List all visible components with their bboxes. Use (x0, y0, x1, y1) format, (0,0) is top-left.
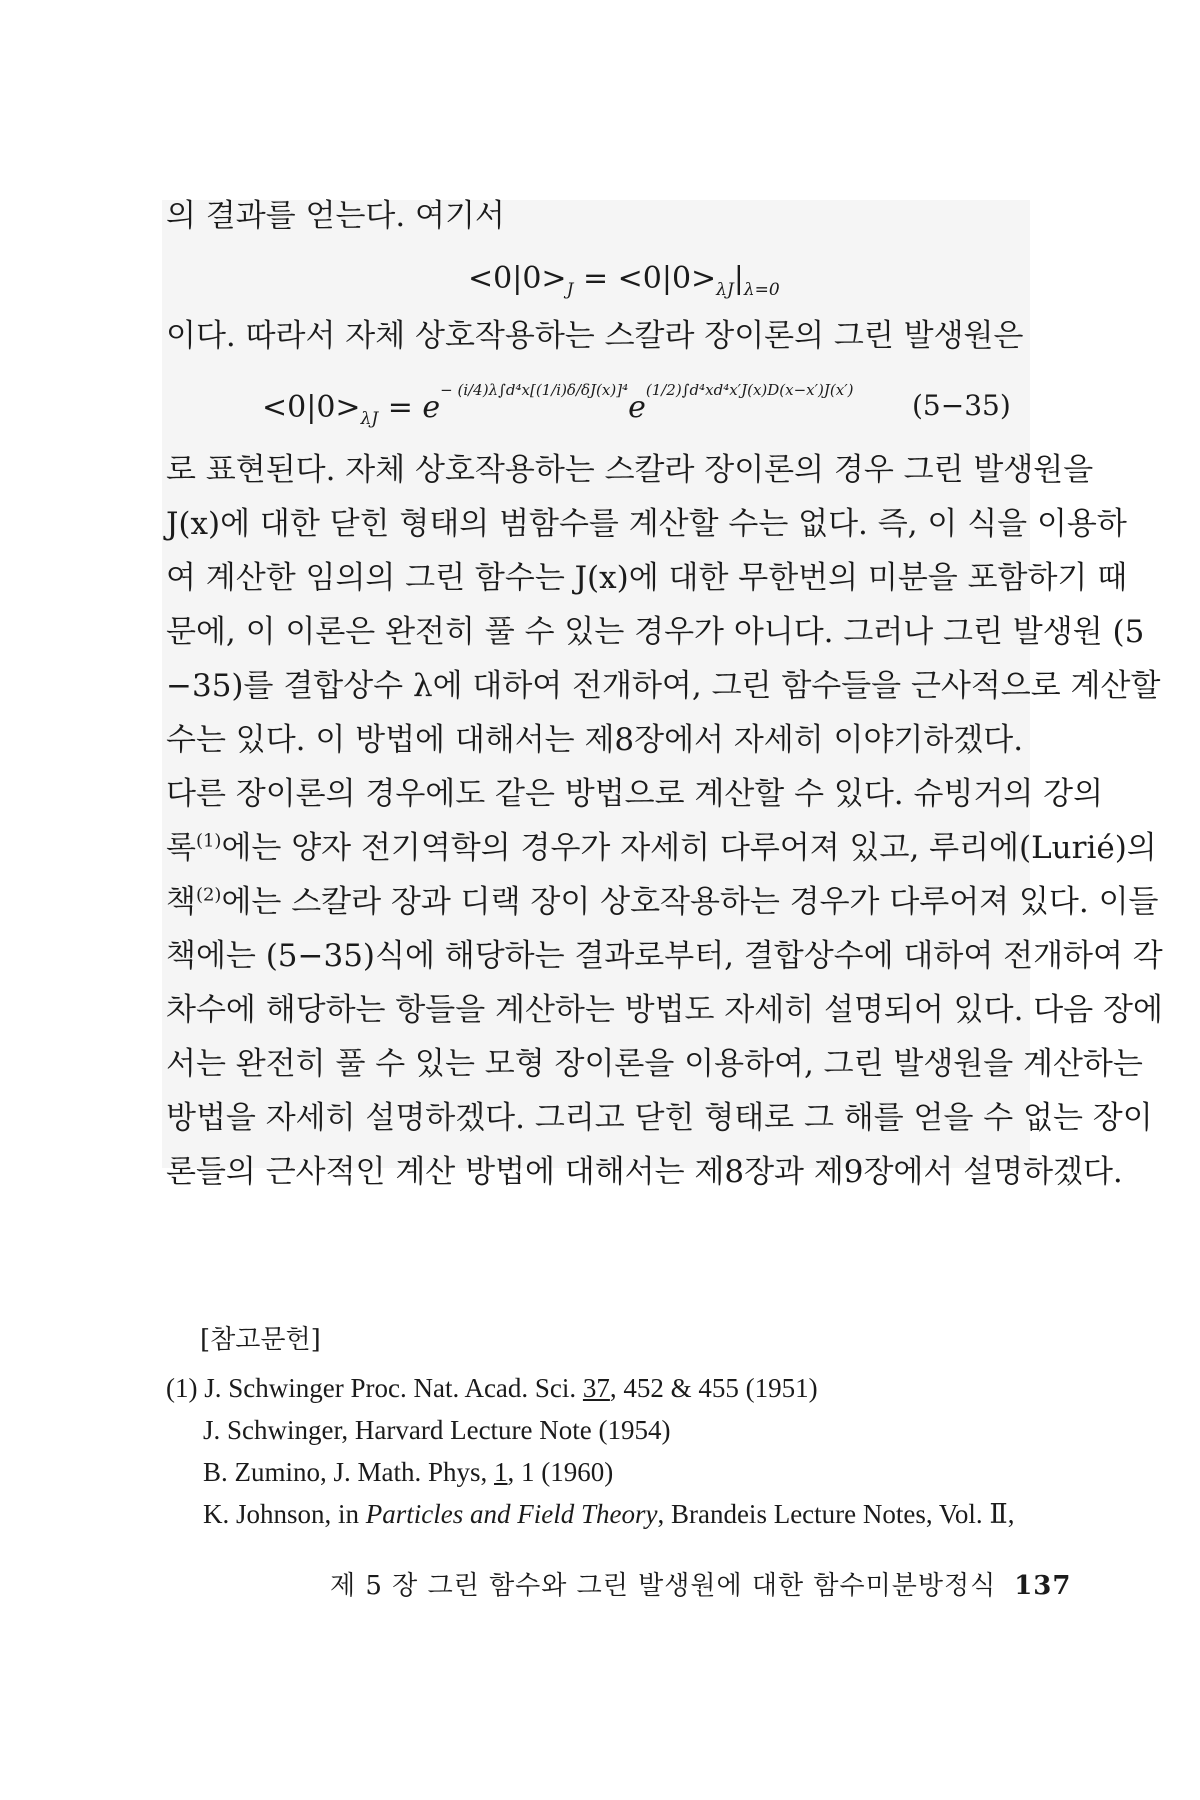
eq1-equals: = <0|0> (582, 261, 717, 296)
equation-green-generator (262, 381, 854, 429)
text-line: 책에는 (5−35)식에 해당하는 결과로부터, 결합상수에 대하여 전개하여 각 (166, 938, 1163, 974)
references-heading: [참고문헌] (200, 1325, 321, 1355)
text-line: 다른 장이론의 경우에도 같은 방법으로 계산할 수 있다. 슈빙거의 강의 (166, 776, 1104, 812)
text-line: 이다. 따라서 자체 상호작용하는 스칼라 장이론의 그린 발생원은 (166, 318, 1024, 354)
text-line-with-citation (166, 882, 1159, 922)
citation-1: (1) (195, 830, 222, 852)
text-line: 수는 있다. 이 방법에 대해서는 제8장에서 자세히 이야기하겠다. (166, 722, 1024, 758)
reference-text: , 1 (1960) (507, 1457, 614, 1487)
text-fragment: 에는 양자 전기역학의 경우가 자세히 다루어져 있고, 루리에(Lurié)의 (221, 830, 1157, 866)
text-line: 차수에 해당하는 항들을 계산하는 방법도 자세히 설명되어 있다. 다음 장에 (166, 992, 1163, 1028)
reference-number: (1) (166, 1373, 198, 1403)
reference-book-title: Particles and Field Theory (365, 1499, 658, 1529)
eq2-lhs-sub: λJ (360, 409, 379, 429)
text-fragment: 록 (166, 830, 196, 866)
eq2-exponent-2: (1/2)∫d⁴xd⁴x′J(x)D(x−x′)J(x′) (645, 381, 854, 399)
text-line: 서는 완전히 풀 수 있는 모형 장이론을 이용하여, 그린 발생원을 계산하는 (166, 1046, 1143, 1082)
reference-text: , Brandeis Lecture Notes, Vol. Ⅱ, (657, 1499, 1015, 1529)
reference-volume: 1 (494, 1457, 508, 1487)
text-line: 여 계산한 임의의 그린 함수는 J(x)에 대한 무한번의 미분을 포함하기 때 (166, 560, 1128, 596)
text-fragment: 책 (166, 884, 196, 920)
chapter-title: 제 5 장 그린 함수와 그린 발생원에 대한 함수미분방정식 (330, 1571, 997, 1601)
reference-item (203, 1454, 613, 1490)
reference-item (203, 1496, 1015, 1532)
text-line: 방법을 자세히 설명하겠다. 그리고 닫힌 형태로 그 해를 얻을 수 없는 장이 (166, 1100, 1153, 1136)
eq1-lhs: <0|0> (468, 261, 567, 296)
eq2-exponent-1: − (i/4)λ∫d⁴x[(1/i)δ/δJ(x)]⁴ (440, 381, 629, 399)
reference-item (203, 1412, 671, 1448)
text-line: 문에, 이 이론은 완전히 풀 수 있는 경우가 아니다. 그러나 그린 발생원 (5 (166, 614, 1145, 650)
eq2-lhs: <0|0> (262, 390, 361, 425)
reference-text: J. Schwinger, Harvard Lecture Note (1954) (203, 1415, 671, 1445)
reference-text: K. Johnson, in (203, 1499, 366, 1529)
text-line-with-citation (166, 828, 1157, 868)
eq1-rhs-sub: λJ (716, 280, 734, 300)
equation-number: (5−35) (912, 389, 1011, 422)
text-line: 로 표현된다. 자체 상호작용하는 스칼라 장이론의 경우 그린 발생원을 (166, 452, 1094, 488)
citation-2: (2) (195, 884, 222, 906)
eq1-eval-bar: | (733, 261, 744, 296)
eq2-e2: e (628, 390, 646, 425)
reference-text: B. Zumino, J. Math. Phys, (203, 1457, 495, 1487)
eq2-equals: = e (387, 390, 441, 425)
reference-item (166, 1370, 818, 1406)
running-footer (330, 1568, 1072, 1604)
reference-text: , 452 & 455 (1951) (609, 1373, 818, 1403)
text-line: −35)를 결합상수 λ에 대하여 전개하여, 그린 함수들을 근사적으로 계산할 (166, 668, 1161, 704)
text-line: 론들의 근사적인 계산 방법에 대해서는 제8장과 제9장에서 설명하겠다. (166, 1154, 1123, 1190)
page-number: 137 (1014, 1571, 1072, 1601)
text-fragment: 에는 스칼라 장과 디랙 장이 상호작용하는 경우가 다루어져 있다. 이들 (221, 884, 1159, 920)
reference-volume: 37 (582, 1373, 610, 1403)
text-line: J(x)에 대한 닫힌 형태의 범함수를 계산할 수는 없다. 즉, 이 식을 이용하 (166, 506, 1127, 542)
eq1-eval-sub: λ=0 (743, 280, 780, 300)
text-line: 의 결과를 얻는다. 여기서 (166, 198, 505, 234)
eq1-lhs-sub: J (566, 280, 574, 300)
equation-vacuum-amplitude (468, 259, 780, 299)
reference-text: J. Schwinger Proc. Nat. Acad. Sci. (204, 1373, 583, 1403)
